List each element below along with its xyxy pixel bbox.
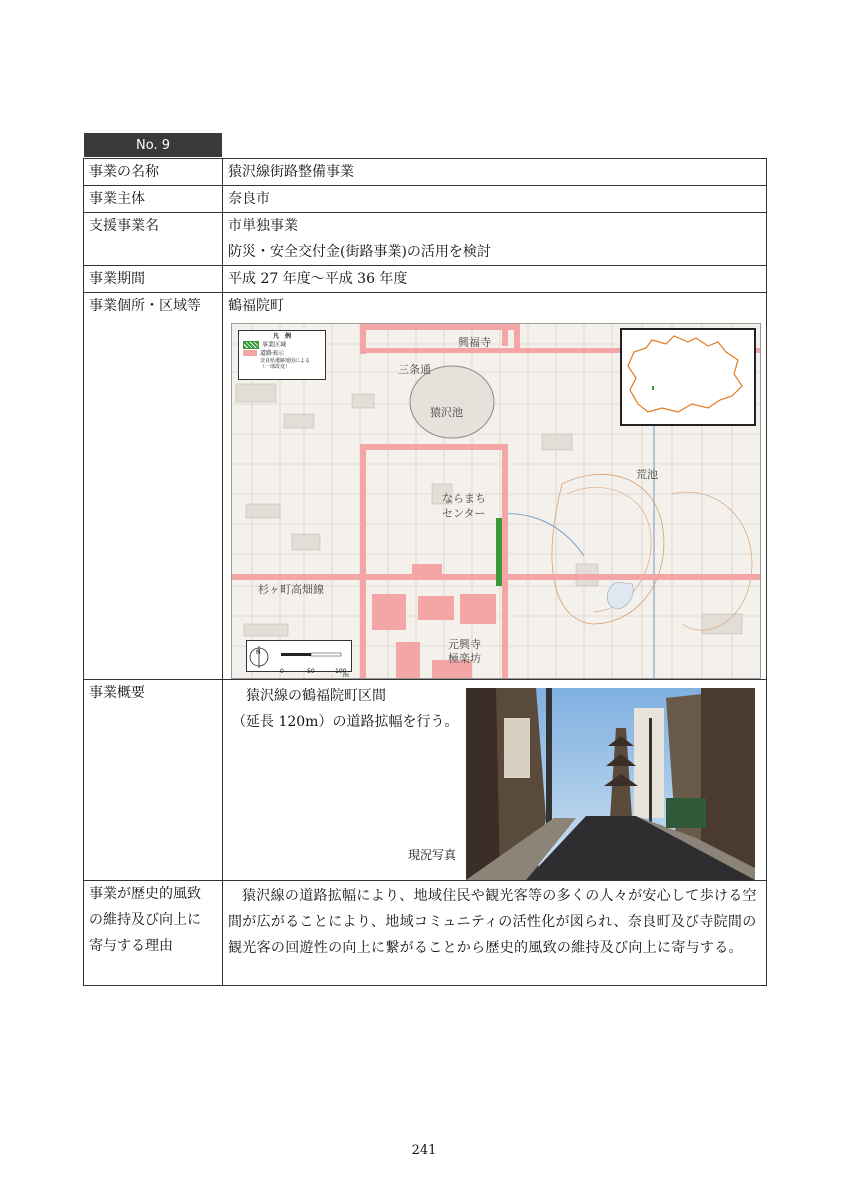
scale-100: 100 bbox=[335, 668, 347, 675]
map-label-araike: 荒池 bbox=[636, 468, 658, 481]
legend-title: 凡 例 bbox=[272, 333, 291, 340]
map-label-gango-2: 極楽坊 bbox=[448, 652, 481, 665]
project-number-tab: No. 9 bbox=[84, 133, 222, 157]
project-segment bbox=[496, 518, 502, 586]
label-summary: 事業概要 bbox=[84, 680, 223, 881]
support-line-1: 市単独事業 bbox=[228, 218, 298, 234]
map-label-kofukuji: 興福寺 bbox=[458, 336, 491, 349]
current-street-photo bbox=[466, 688, 755, 880]
map-label-sugigaya: 杉ヶ町高畑線 bbox=[258, 583, 324, 596]
inset-city-map bbox=[620, 328, 756, 426]
value-org: 奈良市 bbox=[223, 186, 767, 213]
photo-caption: 現況写真 bbox=[408, 848, 457, 862]
map-label-sarusawa: 猿沢池 bbox=[430, 406, 463, 419]
legend-project-swatch bbox=[243, 341, 259, 349]
reason-label-line-2: の維持及び向上に bbox=[89, 912, 201, 928]
value-name: 猿沢線街路整備事業 bbox=[223, 159, 767, 186]
map-legend bbox=[238, 330, 326, 380]
summary-text bbox=[232, 683, 462, 735]
value-support bbox=[223, 213, 767, 266]
summary-line-2: （延長 120m）の道路拡幅を行う。 bbox=[232, 714, 459, 730]
label-period: 事業期間 bbox=[84, 266, 223, 293]
page-number: 241 bbox=[411, 1143, 437, 1158]
legend-road-swatch bbox=[243, 350, 257, 356]
support-line-2: 防災・安全交付金(街路事業)の活用を検討 bbox=[228, 244, 491, 260]
scale-unit: m bbox=[343, 672, 349, 679]
legend-road-note-1: 奈良県遺跡地図による bbox=[260, 357, 311, 364]
label-support: 支援事業名 bbox=[84, 213, 223, 266]
summary-line-1: 猿沢線の鶴福院町区間 bbox=[246, 688, 386, 704]
label-name: 事業の名称 bbox=[84, 159, 223, 186]
label-area: 事業個所・区域等 bbox=[84, 293, 223, 680]
map-label-gango-1: 元興寺 bbox=[448, 638, 481, 651]
value-reason bbox=[223, 881, 767, 986]
location-map bbox=[231, 323, 761, 679]
reason-label-line-1: 事業が歴史的風致 bbox=[89, 886, 201, 902]
area-name: 鶴福院町 bbox=[228, 298, 284, 314]
label-reason bbox=[84, 881, 223, 986]
legend-road-note-2: （一部改変） bbox=[260, 363, 291, 370]
map-label-naramachi-1: ならまち bbox=[442, 492, 486, 505]
legend-project-label: 事業区域 bbox=[262, 341, 287, 349]
value-area bbox=[223, 293, 767, 680]
map-label-sanjo: 三条通 bbox=[398, 363, 431, 376]
value-period: 平成 27 年度～平成 36 年度 bbox=[223, 266, 767, 293]
scale-0: 0 bbox=[280, 668, 284, 675]
legend-road-label: 道路表示 bbox=[260, 349, 285, 357]
scale-50: 50 bbox=[307, 668, 315, 675]
reason-text: 猿沢線の道路拡幅により、地域住民や観光客等の多くの人々が安心して歩ける空間が広がることにより、地域コミュニティの活性化が図られ、奈良町及び寺院間の観光客の回遊性の向上に繋がることから歴史的風致の維持及び向上に寄与する。 bbox=[228, 888, 757, 956]
north-arrow-label: N bbox=[256, 649, 261, 656]
label-org: 事業主体 bbox=[84, 186, 223, 213]
reason-label-line-3: 寄与する理由 bbox=[89, 938, 173, 954]
map-label-naramachi-2: センター bbox=[442, 507, 486, 520]
map-scale bbox=[246, 640, 352, 679]
